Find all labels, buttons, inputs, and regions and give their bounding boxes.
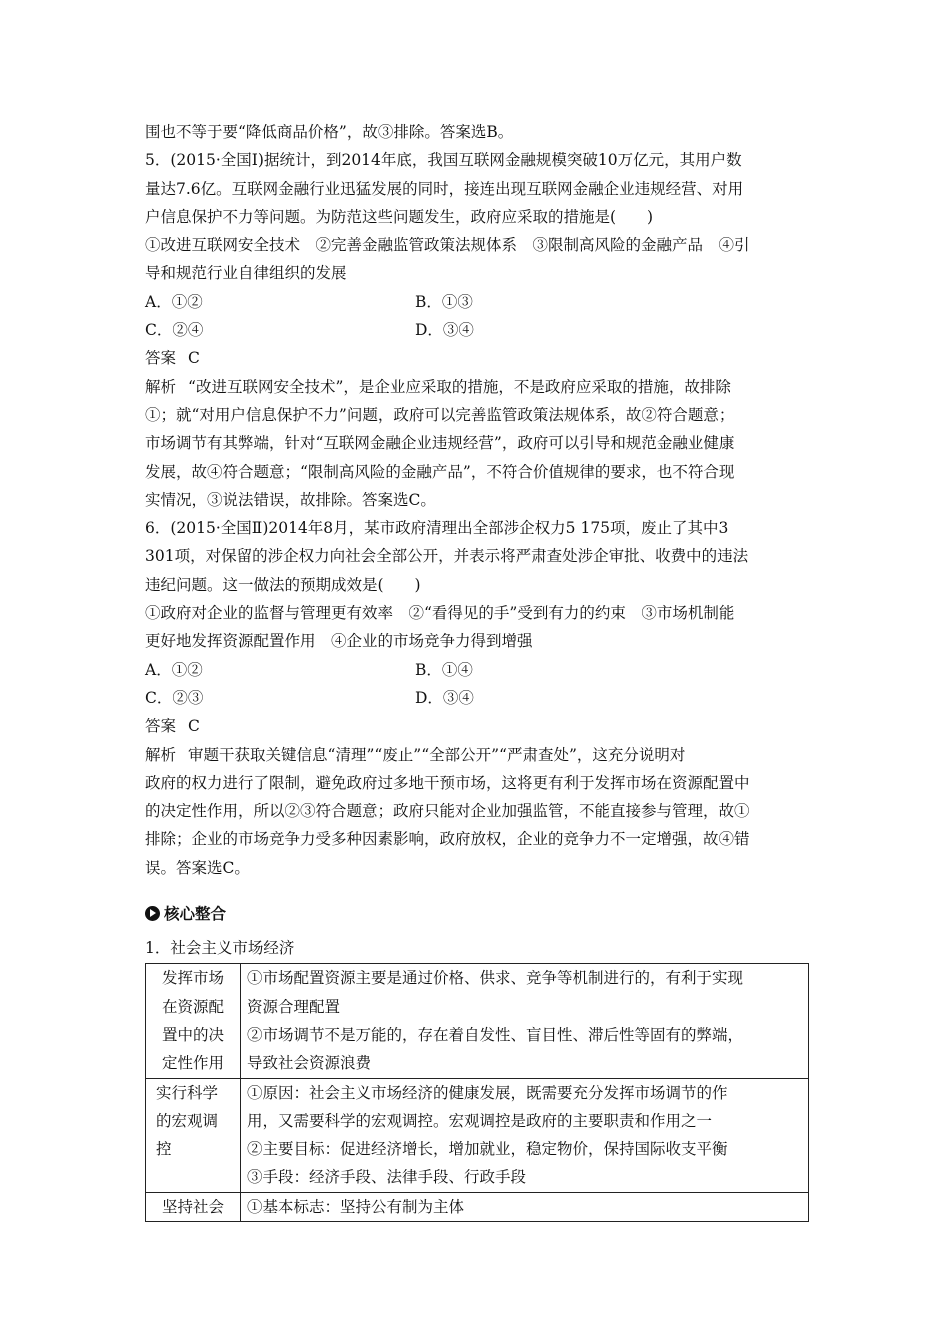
q6-analysis-line: 政府的权力进行了限制，避免政府过多地干预市场，这将更有利于发挥市场在资源配置中	[145, 773, 750, 792]
q5-analysis-line: 市场调节有其弊端，针对“互联网金融企业违规经营”，政府可以引导和规范金融业健康	[145, 434, 735, 453]
q6-stem-line: 违纪问题。这一做法的预期成效是( )	[145, 575, 421, 594]
q5-items-line: ①改进互联网安全技术 ②完善金融监管政策法规体系 ③限制高风险的金融产品 ④引	[145, 236, 750, 255]
play-circle-icon	[145, 906, 160, 921]
row-content-line: ③手段：经济手段、法律手段、行政手段	[247, 1168, 527, 1187]
row-content	[241, 964, 809, 1078]
table-row	[146, 1192, 809, 1221]
row-heading	[146, 1078, 241, 1192]
q6-option-c: C．②③	[145, 688, 204, 707]
q6-items-line: 更好地发挥资源配置作用 ④企业的市场竞争力得到增强	[145, 632, 533, 651]
q5-analysis-line: 实情况，③说法错误，故排除。答案选C。	[145, 490, 436, 509]
row-heading	[146, 964, 241, 1078]
answer-value: C	[188, 349, 200, 368]
section-title: 核心整合	[164, 905, 227, 924]
q5-stem-line: 量达7.6亿。互联网金融行业迅猛发展的同时，接连出现互联网金融企业违规经营、对用	[145, 179, 744, 198]
row-content-line: ①基本标志：坚持公有制为主体	[247, 1197, 465, 1216]
question-5	[145, 146, 809, 514]
answer-label: 答案	[145, 717, 177, 736]
q6-analysis-line: 误。答案选C。	[145, 858, 250, 877]
q5-option-b: B．①③	[415, 292, 473, 311]
analysis-text: “改进互联网安全技术”，是企业应采取的措施，不是政府应采取的措施，故排除	[188, 377, 731, 396]
q6-items-line: ①政府对企业的监督与管理更有效率 ②“看得见的手”受到有力的约束 ③市场机制能	[145, 604, 735, 623]
q6-answer	[145, 712, 809, 740]
table-row	[146, 964, 809, 1078]
row-heading-line: 发挥市场	[161, 969, 224, 988]
analysis-text: 审题干获取关键信息“清理”“废止”“全部公开”“严肃查处”，这充分说明对	[188, 745, 686, 764]
row-content-line: ②主要目标：促进经济增长，增加就业，稳定物价，保持国际收支平衡	[247, 1140, 728, 1159]
q5-stem-line: 户信息保护不力等问题。为防范这些问题发生，政府应采取的措施是( )	[145, 207, 654, 226]
analysis-label: 解析	[145, 745, 177, 764]
q4-tail-text: 围也不等于要“降低商品价格”，故③排除。答案选B。	[145, 123, 514, 141]
q5-analysis-line: ①；就“对用户信息保护不力”问题，政府可以完善监管政策法规体系，故②符合题意；	[145, 405, 735, 424]
row-content-line: 资源合理配置	[247, 997, 341, 1016]
row-heading-line: 置中的决	[161, 1025, 224, 1044]
q5-stem-line: 5．(2015·全国Ⅰ)据统计，到2014年底，我国互联网金融规模突破10万亿元，其用户数	[145, 151, 742, 170]
row-content-line: 用，又需要科学的宏观调控。宏观调控是政府的主要职责和作用之一	[247, 1111, 713, 1130]
row-heading-line: 控	[156, 1140, 172, 1159]
row-content	[241, 1192, 809, 1221]
q5-analysis-line	[145, 373, 809, 401]
q5-option-c: C．②④	[145, 321, 204, 340]
q6-options-row	[145, 656, 809, 684]
q5-analysis-line: 发展，故④符合题意；“限制高风险的金融产品”，不符合价值规律的要求，也不符合现	[145, 462, 735, 481]
q5-options-row	[145, 316, 809, 344]
row-heading-line: 坚持社会	[161, 1197, 224, 1216]
q6-analysis-line	[145, 741, 809, 769]
question-6	[145, 514, 809, 882]
q6-option-b: B．①④	[415, 660, 473, 679]
table-row	[146, 1078, 809, 1192]
q5-option-a: A．①②	[145, 292, 203, 311]
q5-options-row	[145, 288, 809, 316]
q6-stem-line: 6．(2015·全国Ⅱ)2014年8月，某市政府清理出全部涉企权力5 175项，废止了其中3	[145, 519, 729, 538]
row-content-line: ①市场配置资源主要是通过价格、供求、竞争等机制进行的，有利于实现	[247, 969, 744, 988]
q6-stem-line: 301项，对保留的涉企权力向社会全部公开，并表示将严肃查处涉企审批、收费中的违法	[145, 547, 749, 566]
row-content-line: ②市场调节不是万能的，存在着自发性、盲目性、滞后性等固有的弊端，	[247, 1025, 744, 1044]
q6-options-row	[145, 684, 809, 712]
row-heading-line: 实行科学	[156, 1083, 219, 1102]
answer-label: 答案	[145, 349, 177, 368]
section-heading	[145, 898, 809, 928]
table-title: 1．社会主义市场经济	[145, 939, 295, 958]
row-content-line: 导致社会资源浪费	[247, 1054, 372, 1073]
summary-table	[145, 963, 809, 1222]
row-heading	[146, 1192, 241, 1221]
row-heading-line: 在资源配	[161, 997, 224, 1016]
q6-option-a: A．①②	[145, 660, 203, 679]
q5-items-line: 导和规范行业自律组织的发展	[145, 264, 347, 283]
q6-option-d: D．③④	[415, 688, 474, 707]
q6-analysis-line: 排除；企业的市场竞争力受多种因素影响，政府放权，企业的竞争力不一定增强，故④错	[145, 830, 750, 849]
answer-value: C	[188, 717, 200, 736]
q6-analysis-line: 的决定性作用，所以②③符合题意；政府只能对企业加强监管，不能直接参与管理，故①	[145, 802, 750, 821]
analysis-label: 解析	[145, 377, 177, 396]
document-page	[145, 118, 809, 1222]
q5-option-d: D．③④	[415, 321, 474, 340]
row-heading-line: 的宏观调	[156, 1111, 219, 1130]
row-content	[241, 1078, 809, 1192]
q5-answer	[145, 344, 809, 372]
row-heading-line: 定性作用	[161, 1054, 224, 1073]
row-content-line: ①原因：社会主义市场经济的健康发展，既需要充分发挥市场调节的作	[247, 1083, 728, 1102]
